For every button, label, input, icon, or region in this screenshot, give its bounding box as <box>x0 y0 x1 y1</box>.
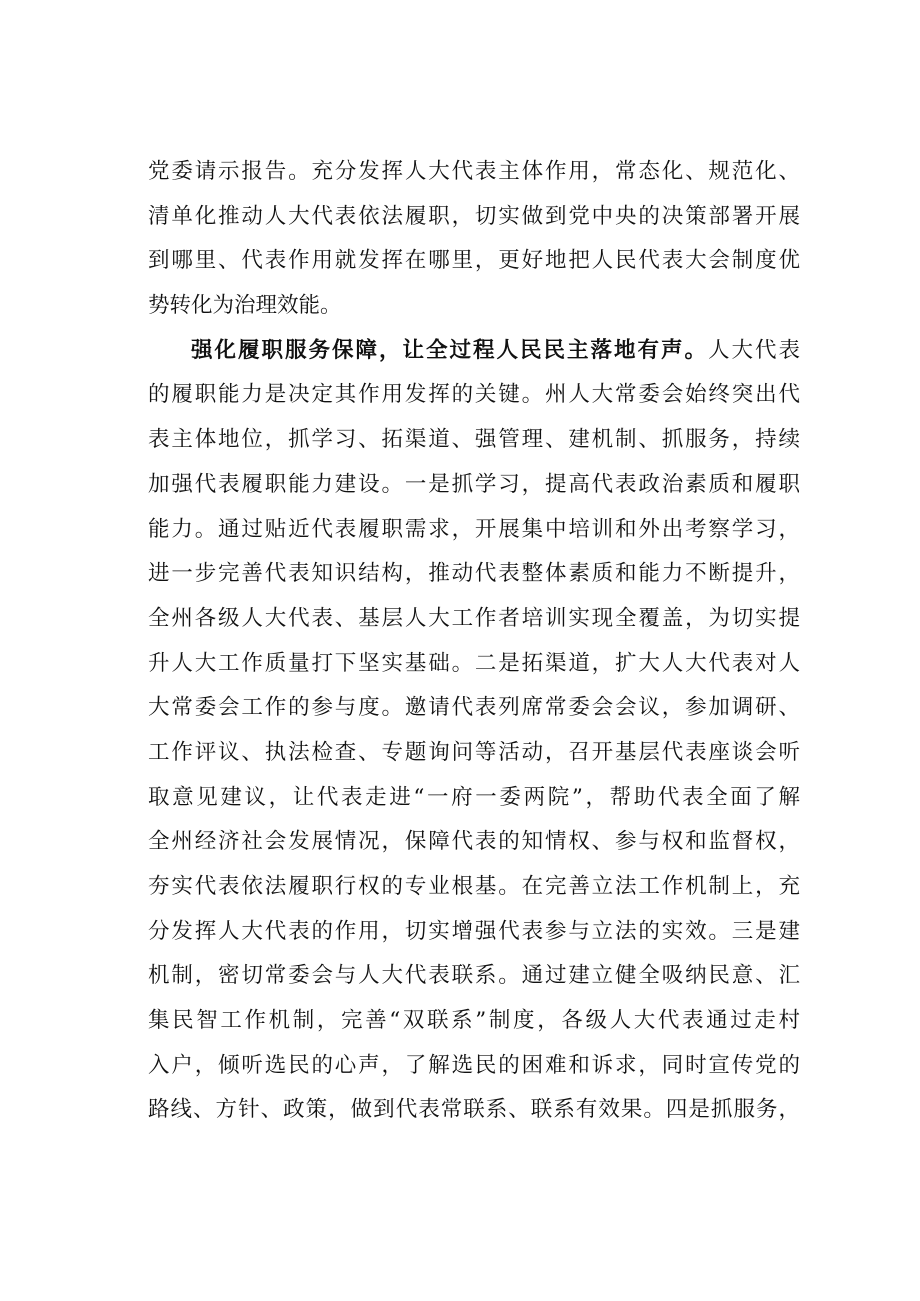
paragraph-2-line: 加强代表履职能力建设。一是抓学习，提高代表政治素质和履职 <box>148 471 800 497</box>
paragraph-2-line: 集民智工作机制，完善“双联系”制度，各级人大代表通过走村 <box>148 1008 800 1034</box>
paragraph-2 <box>148 329 800 1133</box>
paragraph-2-line: 表主体地位，抓学习、拓渠道、强管理、建机制、抓服务，持续 <box>148 427 800 453</box>
paragraph-2-line: 升人大工作质量打下坚实基础。二是拓渠道，扩大人大代表对人 <box>148 650 800 676</box>
paragraph-2-line: 全州经济社会发展情况，保障代表的知情权、参与权和监督权， <box>148 829 800 855</box>
paragraph-2-line: 入户，倾听选民的心声，了解选民的困难和诉求，同时宣传党的 <box>148 1052 800 1078</box>
paragraph-2-line: 能力。通过贴近代表履职需求，开展集中培训和外出考察学习， <box>148 516 800 542</box>
paragraph-2-line: 的履职能力是决定其作用发挥的关键。州人大常委会始终突出代 <box>148 382 800 408</box>
paragraph-2-line: 工作评议、执法检查、专题询问等活动，召开基层代表座谈会听 <box>148 739 800 765</box>
paragraph-2-line: 全州各级人大代表、基层人大工作者培训实现全覆盖，为切实提 <box>148 605 800 631</box>
paragraph-2-line: 夯实代表依法履职行权的专业根基。在完善立法工作机制上，充 <box>148 874 800 899</box>
paragraph-2-line: 大常委会工作的参与度。邀请代表列席常委会会议，参加调研、 <box>148 695 800 721</box>
paragraph-2-line: 取意见建议，让代表走进“一府一委两院”，帮助代表全面了解 <box>148 784 800 810</box>
paragraph-2-line: 进一步完善代表知识结构，推动代表整体素质和能力不断提升， <box>148 561 800 587</box>
paragraph-2-line: 路线、方针、政策，做到代表常联系、联系有效果。四是抓服务， <box>148 1097 800 1123</box>
paragraph-1 <box>148 150 800 329</box>
paragraph-1-line-2: 清单化推动人大代表依法履职，切实做到党中央的决策部署开展 <box>148 203 800 229</box>
paragraph-2-first-line-rest: 人大代表 <box>707 337 800 363</box>
paragraph-1-line-3: 到哪里、代表作用就发挥在哪里，更好地把人民代表大会制度优 <box>148 248 800 274</box>
paragraph-1-line-4: 势转化为治理效能。 <box>148 293 342 319</box>
paragraph-2-heading: 强化履职服务保障，让全过程人民民主落地有声。 <box>191 337 708 363</box>
paragraph-2-first-line <box>148 329 800 374</box>
paragraph-2-line: 机制，密切常委会与人大代表联系。通过建立健全吸纳民意、汇 <box>148 963 800 989</box>
paragraph-1-line-1: 党委请示报告。充分发挥人大代表主体作用，常态化、规范化、 <box>148 159 800 184</box>
paragraph-2-line: 分发挥人大代表的作用，切实增强代表参与立法的实效。三是建 <box>148 918 800 944</box>
document-body <box>148 150 800 1133</box>
